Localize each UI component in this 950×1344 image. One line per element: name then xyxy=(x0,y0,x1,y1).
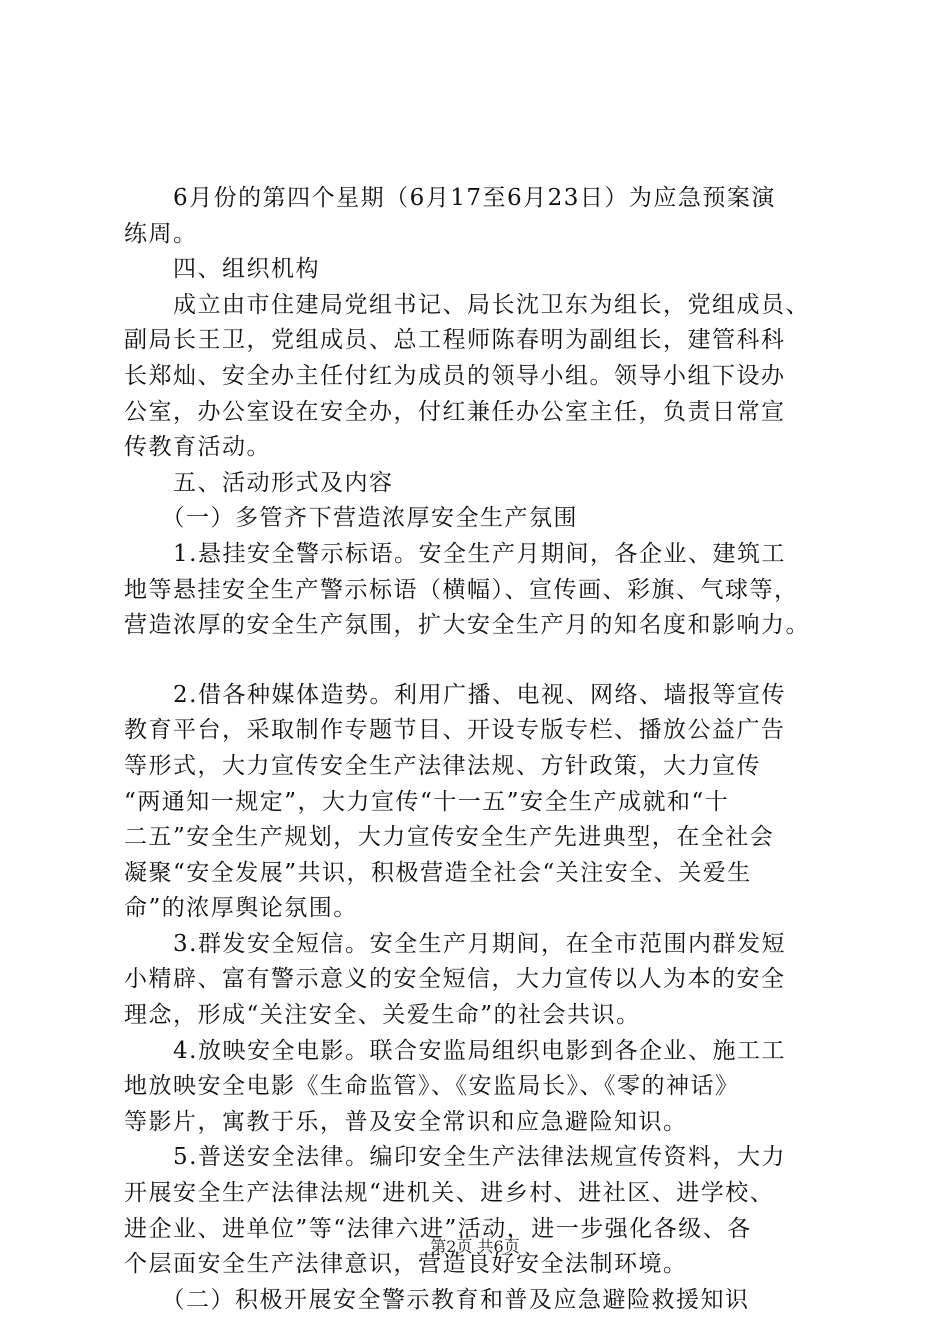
text-line: 凝聚“安全发展”共识，积极营造全社会“关注安全、关爱生 xyxy=(124,859,752,886)
page-number-footer: 第2页 共6页 xyxy=(430,1237,520,1256)
text-line: 地等悬挂安全生产警示标语（横幅）、宣传画、彩旗、气球等， xyxy=(124,576,799,603)
text-line: 5.普送安全法律。编印安全生产法律法规宣传资料，大力 xyxy=(124,1144,786,1171)
text-line: 等形式，大力宣传安全生产法律法规、方针政策，大力宣传 xyxy=(124,752,761,779)
text-line: 进企业、进单位”等“法律六进”活动，进一步强化各级、各 xyxy=(124,1215,752,1242)
subsection-heading: （一）多管齐下营造浓厚安全生产氛围 xyxy=(124,505,578,532)
text-line: 1.悬挂安全警示标语。安全生产月期间，各企业、建筑工 xyxy=(124,540,786,567)
text-line: 4.放映安全电影。联合安监局组织电影到各企业、施工工 xyxy=(124,1037,786,1064)
text-line: 成立由市住建局党组书记、局长沈卫东为组长，党组成员、 xyxy=(124,291,810,318)
text-line: 公室，办公室设在安全办，付红兼任办公室主任，负责日常宣 xyxy=(124,398,786,425)
text-line: 等影片，寓教于乐，普及安全常识和应急避险知识。 xyxy=(124,1108,688,1135)
subsection-heading: （二）积极开展安全警示教育和普及应急避险救援知识 xyxy=(124,1286,750,1313)
document-body xyxy=(124,181,850,1318)
text-line: 6月份的第四个星期（6月17至6月23日）为应急预案演 xyxy=(124,185,776,211)
text-line: 教育平台，采取制作专题节目、开设专版专栏、播放公益广告 xyxy=(124,717,786,744)
text-line: 开展安全生产法律法规“进机关、进乡村、进社区、进学校、 xyxy=(124,1180,775,1207)
text-line: 2.借各种媒体造势。利用广播、电视、网络、墙报等宣传 xyxy=(124,681,786,708)
text-line: 地放映安全电影《生命监管》、《安监局长》、《零的神话》 xyxy=(124,1073,740,1100)
text-line: 传教育活动。 xyxy=(124,434,271,461)
text-line: 二五”安全生产规划，大力宣传安全生产先进典型，在全社会 xyxy=(124,824,775,851)
text-line: 营造浓厚的安全生产氛围，扩大安全生产月的知名度和影响力。 xyxy=(124,612,810,639)
text-line: 练周。 xyxy=(124,220,198,247)
text-line: 小精辟、富有警示意义的安全短信，大力宣传以人为本的安全 xyxy=(124,966,786,993)
text-line: 副局长王卫，党组成员、总工程师陈春明为副组长，建管科科 xyxy=(124,327,786,354)
text-line: 3.群发安全短信。安全生产月期间，在全市范围内群发短 xyxy=(124,930,786,957)
text-line: 命”的浓厚舆论氛围。 xyxy=(124,895,358,922)
paragraph-gap xyxy=(124,644,850,678)
text-line: 个层面安全生产法律意识，营造良好安全法制环境。 xyxy=(124,1251,688,1278)
section-heading: 五、活动形式及内容 xyxy=(124,469,394,496)
section-heading: 四、组织机构 xyxy=(124,256,320,283)
text-line: 长郑灿、安全办主任付红为成员的领导小组。领导小组下设办 xyxy=(124,362,786,389)
text-line: 理念，形成“关注安全、关爱生命”的社会共识。 xyxy=(124,1002,641,1029)
text-line: “两通知一规定”，大力宣传“十一五”安全生产成就和“十 xyxy=(124,788,730,815)
